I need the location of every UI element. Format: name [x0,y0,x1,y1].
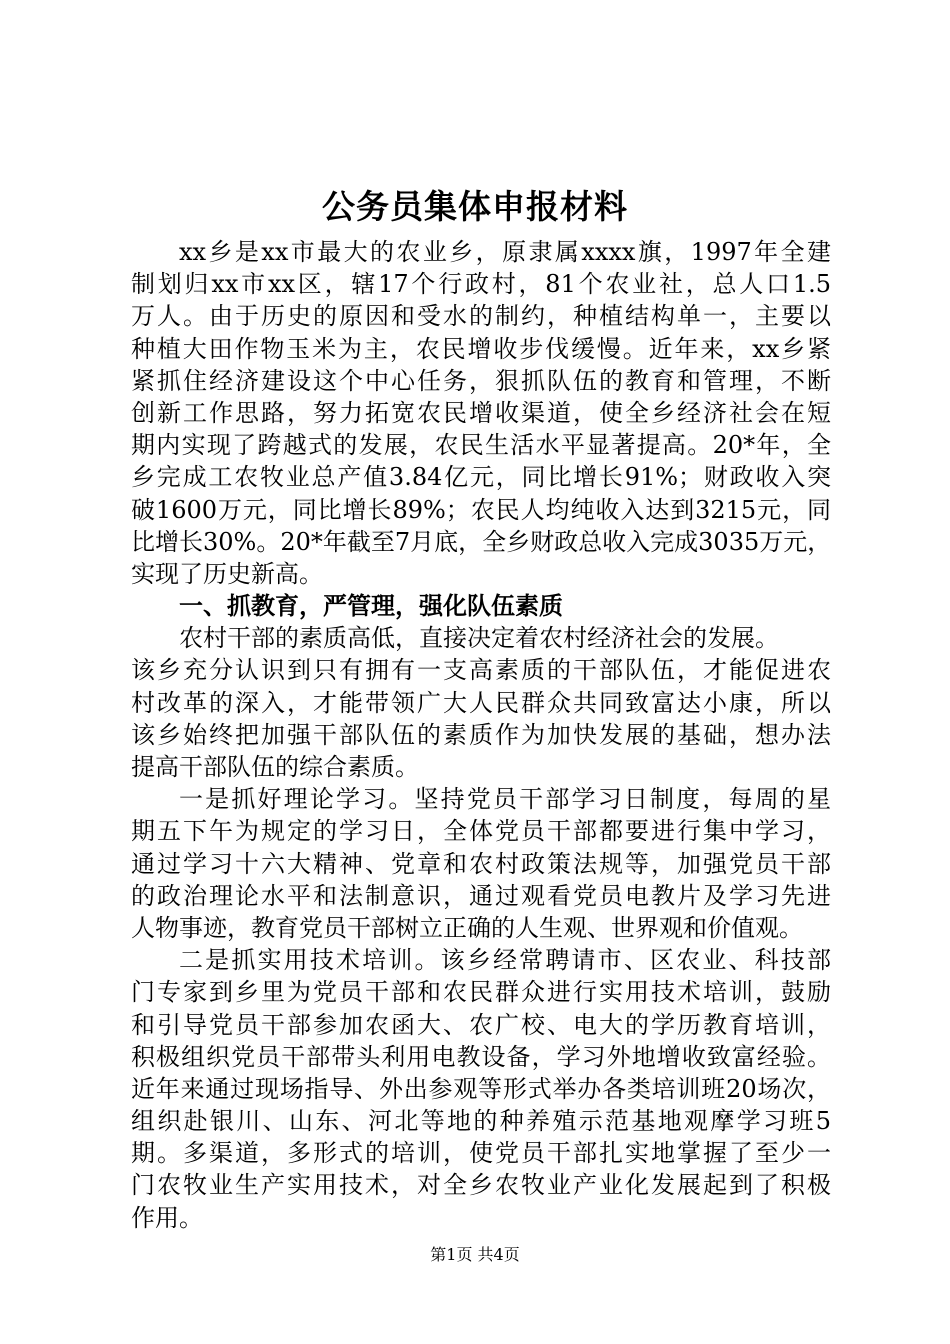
text-line: 近年来通过现场指导、外出参观等形式举办各类培训班20场次， [131,1074,831,1103]
text-line: 期内实现了跨越式的发展，农民生活水平显著提高。20*年，全 [131,431,831,460]
text-line: 种植大田作物玉米为主，农民增收步伐缓慢。近年来，xx乡紧 [131,334,831,363]
text-line: 人物事迹，教育党员干部树立正确的人生观、世界观和价值观。 [131,913,803,942]
text-line: 该乡始终把加强干部队伍的素质作为加快发展的基础，想办法 [131,720,831,749]
text-line: 破1600万元，同比增长89%；农民人均纯收入达到3215元，同 [131,495,831,524]
text-line: 万人。由于历史的原因和受水的制约，种植结构单一，主要以 [131,302,831,331]
text-line: 制划归xx市xx区，辖17个行政村，81个农业社，总人口1.5 [131,270,831,299]
text-line: 作用。 [131,1203,203,1232]
text-line: 积极组织党员干部带头利用电教设备，学习外地增收致富经验。 [131,1042,831,1071]
text-line: 的政治理论水平和法制意识，通过观看党员电教片及学习先进 [131,881,831,910]
text-line: 通过学习十六大精神、党章和农村政策法规等，加强党员干部 [131,849,831,878]
text-line: 门专家到乡里为党员干部和农民群众进行实用技术培训，鼓励 [131,978,831,1007]
text-line: 一是抓好理论学习。坚持党员干部学习日制度，每周的星 [179,785,831,814]
text-line: 门农牧业生产实用技术，对全乡农牧业产业化发展起到了积极 [131,1171,831,1200]
section-heading: 一、抓教育，严管理，强化队伍素质 [179,592,563,621]
page-number-footer: 第1页 共4页 [430,1245,520,1264]
text-line: 农村干部的素质高低，直接决定着农村经济社会的发展。 [179,624,779,653]
text-line: 组织赴银川、山东、河北等地的种养殖示范基地观摩学习班5 [131,1107,831,1136]
text-line: 期五下午为规定的学习日，全体党员干部都要进行集中学习， [131,817,831,846]
text-line: 该乡充分认识到只有拥有一支高素质的干部队伍，才能促进农 [131,656,831,685]
text-line: 实现了历史新高。 [131,559,323,588]
text-line: 紧抓住经济建设这个中心任务，狠抓队伍的教育和管理，不断 [131,366,831,395]
text-line: 期。多渠道，多形式的培训，使党员干部扎实地掌握了至少一 [131,1139,831,1168]
text-line: 创新工作思路，努力拓宽农民增收渠道，使全乡经济社会在短 [131,398,831,427]
text-line: 比增长30%。20*年截至7月底，全乡财政总收入完成3035万元， [131,527,832,556]
text-line: 村改革的深入，才能带领广大人民群众共同致富达小康，所以 [131,688,831,717]
text-line: 乡完成工农牧业总产值3.84亿元，同比增长91%；财政收入突 [131,463,831,492]
document-body [131,236,831,1234]
text-line: 和引导党员干部参加农函大、农广校、电大的学历教育培训， [131,1010,831,1039]
document-title: 公务员集体申报材料 [322,187,628,226]
text-line: 二是抓实用技术培训。该乡经常聘请市、区农业、科技部 [179,946,831,975]
text-line: xx乡是xx市最大的农业乡，原隶属xxxx旗，1997年全建 [179,238,831,266]
text-line: 提高干部队伍的综合素质。 [131,753,419,781]
